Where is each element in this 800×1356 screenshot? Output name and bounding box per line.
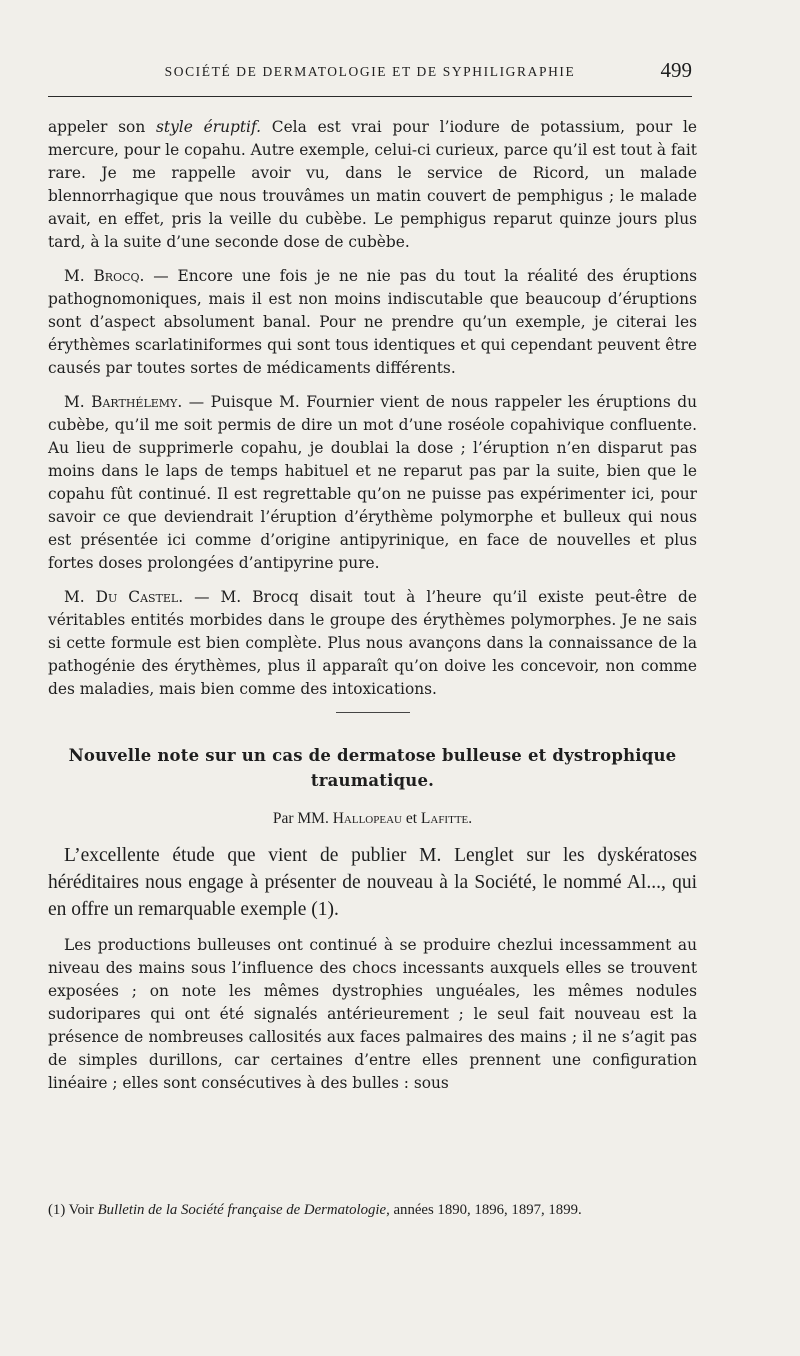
p1-italic: style éruptif.	[156, 118, 262, 136]
speaker-prefix: M.	[64, 588, 96, 606]
paragraph-barthelemy	[48, 391, 697, 575]
author-hallopeau: Hallopeau	[332, 810, 402, 827]
page-body	[48, 116, 697, 1106]
paragraph-brocq	[48, 265, 697, 380]
paragraph-du-castel	[48, 586, 697, 701]
section-divider	[336, 712, 410, 713]
footnote-italic: Bulletin de la Société française de Dermatologie	[97, 1202, 387, 1218]
article-lead-paragraph: L’excellente étude que vient de publier M. Lenglet sur les dyskératoses héréditaires nous engage à présenter de nouveau à la Société, le nommé Al..., qui en offre un remarquable exemple (1).	[48, 845, 697, 920]
p1-text-a: appeler son	[48, 118, 157, 136]
paragraph-text: . — M. Brocq disait tout à l’heure qu’il existe peut-être de véritables entités morbides dans le groupe des érythèmes polymorphes. Je ne sais si cette formule est bien complète. Plus nous avançons dans la connaissance de la pathogénie des érythèmes, plus il apparaît qu’on doive les concevoir, non comme des maladies, mais bien comme des intoxications.	[48, 588, 697, 698]
article-byline	[48, 807, 697, 830]
running-title: SOCIÉTÉ DE DERMATOLOGIE ET DE SYPHILIGRAPHIE	[164, 64, 576, 79]
footnote-prefix: (1) Voir	[48, 1202, 98, 1218]
page-number: 499	[660, 58, 692, 82]
author-lafitte: Lafitte	[420, 810, 469, 827]
paragraph-text: . — Puisque M. Fournier vient de nous rappeler les éruptions du cubèbe, qu’il me soit permis de dire un mot d’une roséole copahivique confluente. Au lieu de supprimerle copahu, je doublai la dose ; l’éruption n’en disparut pas moins dans le laps de temps habituel et ne reparut pas par la suite, bien que le copahu fût continué. Il est regrettable qu’on ne puisse pas expérimenter ici, pour savoir ce que deviendrait l’éruption d’érythème polymorphe et bulleux qui nous est présentée ici comme d’origine antipyrinique, en face de nouvelles et plus fortes doses prolongées d’antipyrine pure.	[48, 393, 697, 572]
article-body-paragraph: Les productions bulleuses ont continué à se produire chezlui incessamment au niveau des mains sous l’influence des chocs incessants auxquels elles se trouvent exposées ; on note les mêmes dystrophies unguéales, les mêmes nodules sudoripares qui ont été signalés antérieurement ; le seul fait nouveau est la présence de nombreuses callosités aux faces palmaires des mains ; il ne s’agit pas de simples durillons, car certaines d’entre elles prennent une configuration linéaire ; elles sont consécutives à des bulles : sous	[48, 936, 697, 1092]
byline-suffix: .	[468, 810, 473, 827]
article-title: Nouvelle note sur un cas de dermatose bulleuse et dystrophique traumatique.	[68, 746, 677, 790]
speaker-prefix: M.	[64, 393, 92, 411]
speaker-prefix: M.	[64, 267, 94, 285]
paragraph-text: . — Encore une fois je ne nie pas du tout la réalité des éruptions pathognomoniques, mais il est non moins indiscutable que beaucoup d’éruptions sont d’aspect absolument banal. Pour ne prendre qu’un exemple, je citerai les érythèmes scarlatiniformes qui sont tous identiques et qui cependant peuvent être causés par toutes sortes de médicaments différents.	[48, 267, 698, 377]
byline-and: et	[401, 810, 421, 827]
footnote	[32, 1200, 692, 1220]
speaker-name: Brocq	[93, 267, 140, 285]
byline-prefix: Par MM.	[272, 810, 333, 827]
speaker-name: Du Castel	[95, 588, 179, 606]
page-header	[48, 58, 692, 98]
paragraph-style-eruptif	[48, 116, 697, 254]
footnote-suffix: , années 1890, 1896, 1897, 1899.	[386, 1202, 582, 1218]
header-rule	[48, 96, 692, 97]
p1-text-b: Cela est vrai pour l’iodure de potassium, pour le mercure, pour le copahu. Autre exemple, celui-ci curieux, parce qu’il est tout à fait rare. Je me rappelle avoir vu, dans le service de Ricord, un malade blennorrhagique que nous trouvâmes un matin couvert de pemphigus ; le malade avait, en effet, pris la veille du cubèbe. Le pemphigus reparut quinze jours plus tard, à la suite d’une seconde dose de cubèbe.	[48, 118, 698, 251]
speaker-name: Barthélemy	[91, 393, 178, 411]
